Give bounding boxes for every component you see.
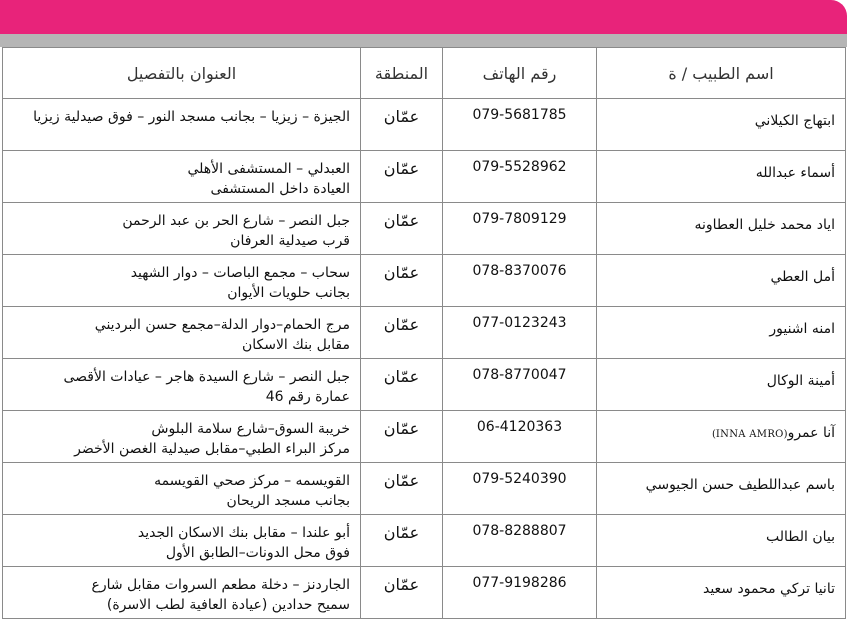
table-row <box>3 203 846 255</box>
address-cell <box>3 307 361 359</box>
phone-number: 077-0123243 <box>472 315 567 331</box>
table-row <box>3 307 846 359</box>
doctor-name-cell <box>597 255 846 307</box>
table-row <box>3 359 846 411</box>
phone-number: 078-8770047 <box>472 367 567 383</box>
region: عمّان <box>383 471 420 490</box>
address-line-2: سميح حدادين (عيادة العافية لطب الاسرة) <box>106 597 350 613</box>
table-row <box>3 463 846 515</box>
doctor-name: بيان الطالب <box>765 529 835 545</box>
address-line-2: مقابل بنك الاسكان <box>241 337 350 353</box>
region-cell <box>361 463 443 515</box>
address-line-2: العيادة داخل المستشفى <box>210 181 350 197</box>
doctor-name-cell <box>597 463 846 515</box>
region-cell <box>361 151 443 203</box>
phone-cell <box>443 359 597 411</box>
region: عمّان <box>383 159 420 178</box>
region: عمّان <box>383 107 420 126</box>
region-cell <box>361 99 443 151</box>
address-line-1: الجاردنز – دخلة مطعم السروات مقابل شارع <box>91 577 350 593</box>
doctor-name: تانيا تركي محمود سعيد <box>702 581 835 597</box>
address-cell <box>3 411 361 463</box>
header-name: اسم الطبيب / ة <box>597 48 846 99</box>
address-cell <box>3 463 361 515</box>
doctor-name-cell <box>597 151 846 203</box>
address-line-2: قرب صيدلية العرفان <box>230 233 350 249</box>
phone-cell <box>443 515 597 567</box>
phone-cell <box>443 99 597 151</box>
doctor-name-cell <box>597 411 846 463</box>
phone-number: 079-5240390 <box>472 471 567 487</box>
phone-number: 078-8288807 <box>472 523 567 539</box>
address-line-2: عمارة رقم 46 <box>265 389 350 405</box>
doctor-name-cell <box>597 203 846 255</box>
phone-cell <box>443 411 597 463</box>
doctor-name-cell <box>597 567 846 619</box>
header-pink-bar <box>0 0 847 34</box>
phone-cell <box>443 255 597 307</box>
address-line-1: سحاب – مجمع الباصات – دوار الشهيد <box>130 265 350 281</box>
address-cell <box>3 359 361 411</box>
address-line-1: أبو علندا – مقابل بنك الاسكان الجديد <box>137 525 350 541</box>
table-row <box>3 567 846 619</box>
address-cell <box>3 151 361 203</box>
region-cell <box>361 359 443 411</box>
table-row <box>3 411 846 463</box>
region: عمّان <box>383 575 420 594</box>
table-row <box>3 255 846 307</box>
phone-number: 078-8370076 <box>472 263 567 279</box>
doctor-name: ابتهاج الكيلاني <box>754 113 835 129</box>
address-line-1: مرج الحمام–دوار الدلة–مجمع حسن البرديني <box>94 317 350 333</box>
address-line-1: العبدلي – المستشفى الأهلي <box>187 161 350 177</box>
table-header-row <box>3 48 846 99</box>
phone-cell <box>443 151 597 203</box>
doctor-name: أسماء عبدالله <box>755 165 835 181</box>
address-cell <box>3 99 361 151</box>
region: عمّان <box>383 211 420 230</box>
phone-number: 077-9198286 <box>472 575 567 591</box>
phone-number: 079-5528962 <box>472 159 567 175</box>
table-row <box>3 151 846 203</box>
address-cell <box>3 255 361 307</box>
doctor-name: اياد محمد خليل العطاونه <box>694 217 835 233</box>
doctor-name-cell <box>597 307 846 359</box>
address-cell <box>3 203 361 255</box>
doctor-name-cell <box>597 359 846 411</box>
region-cell <box>361 255 443 307</box>
region-cell <box>361 411 443 463</box>
phone-cell <box>443 203 597 255</box>
address-line-1: الجيزة – زيزيا – بجانب مسجد النور – فوق صيدلية زيزيا <box>33 109 350 125</box>
header-phone: رقم الهاتف <box>443 48 597 99</box>
address-line-2: بجانب حلويات الأيوان <box>227 285 350 301</box>
address-line-1: جبل النصر – شارع الحر بن عبد الرحمن <box>122 213 350 229</box>
doctor-name: أمينة الوكال <box>766 373 835 389</box>
doctor-name-cell <box>597 515 846 567</box>
phone-number: 06-4120363 <box>476 419 563 435</box>
doctor-name: آنا عمرو <box>787 425 835 441</box>
doctors-table <box>2 47 846 619</box>
region-cell <box>361 515 443 567</box>
phone-cell <box>443 567 597 619</box>
header-address: العنوان بالتفصيل <box>3 48 361 99</box>
address-line-2: مركز البراء الطبي–مقابل صيدلية الغصن الأخضر <box>74 441 350 457</box>
address-line-1: القويسمه – مركز صحي القويسمه <box>154 473 350 489</box>
region: عمّان <box>383 263 420 282</box>
region-cell <box>361 203 443 255</box>
table-row <box>3 515 846 567</box>
region: عمّان <box>383 315 420 334</box>
header-region: المنطقة <box>361 48 443 99</box>
phone-number: 079-7809129 <box>472 211 567 227</box>
region-cell <box>361 307 443 359</box>
doctor-name-cell <box>597 99 846 151</box>
header-grey-bar <box>0 34 847 47</box>
address-cell <box>3 515 361 567</box>
doctor-name: أمل العطي <box>770 269 835 285</box>
address-cell <box>3 567 361 619</box>
address-line-1: خريبة السوق–شارع سلامة البلوش <box>151 421 350 437</box>
doctor-name-latin: (INNA AMRO) <box>712 429 788 440</box>
phone-number: 079-5681785 <box>472 107 567 123</box>
doctor-name: باسم عبداللطيف حسن الجيوسي <box>645 477 835 493</box>
address-line-1: جبل النصر – شارع السيدة هاجر – عيادات الأقصى <box>63 369 350 385</box>
phone-cell <box>443 463 597 515</box>
region: عمّان <box>383 523 420 542</box>
region-cell <box>361 567 443 619</box>
doctor-name: امنه اشنيور <box>769 321 835 337</box>
phone-cell <box>443 307 597 359</box>
address-line-2: فوق محل الدونات–الطابق الأول <box>165 545 350 561</box>
region: عمّان <box>383 367 420 386</box>
address-line-2: بجانب مسجد الريحان <box>226 493 350 509</box>
table-row <box>3 99 846 151</box>
region: عمّان <box>383 419 420 438</box>
